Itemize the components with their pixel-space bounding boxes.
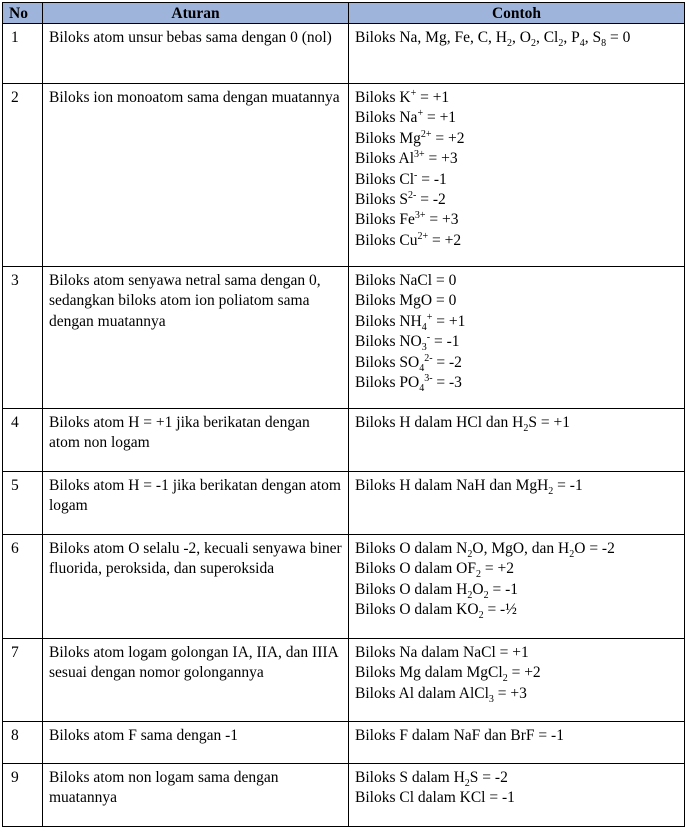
subscript: 4 [419,362,425,374]
example-text: = +3 [425,211,459,229]
rule-text: Biloks atom F sama dengan -1 [43,722,349,764]
example-line [355,312,680,332]
rule-text: Biloks atom non logam sama dengan muatannya [43,764,349,827]
row-number: 9 [3,764,43,827]
subscript: 8 [601,38,607,49]
example-text: = -½ [483,601,517,619]
superscript: 3+ [414,149,425,161]
example-text: S = -2 [469,769,508,786]
example-text: = +2 [431,129,465,147]
subscript: 2 [569,549,575,560]
subscript: 2 [476,569,481,581]
superscript: 3- [424,373,433,385]
example-text: = +1 [423,109,457,127]
subscript: 4 [579,38,585,49]
example-text: Biloks Cu [355,231,418,249]
row-number: 3 [3,267,43,409]
example-line [355,291,680,311]
example-text: = +2 [481,560,514,578]
table-row [3,472,685,535]
example-text: , P [563,29,580,46]
example-text: Biloks Mg [355,129,421,147]
example-text: = +1 [416,89,450,106]
example-text: = -2 [416,191,446,209]
example-line [355,88,680,108]
example-text: Biloks Mg dalam MgCl [355,664,503,682]
example-text: O, MgO, dan H [472,540,570,557]
table-row [3,267,685,409]
subscript: 2 [523,423,529,434]
subscript: 2 [502,673,508,685]
example-text: = +1 [432,312,466,330]
example-text: Biloks Cl [355,170,415,188]
table-row [3,24,685,84]
example-line [355,559,680,579]
example-text: Biloks S [355,191,408,209]
example-line [355,108,680,128]
rule-text: Biloks atom logam golongan IA, IIA, dan IIIA sesuai dengan nomor golongannya [43,639,349,722]
subscript: 4 [421,321,427,333]
table-row [3,409,685,472]
example-text: Biloks NO [355,333,422,351]
subscript: 2 [548,486,554,497]
subscript: 2 [467,549,473,560]
example-text: = -1 [430,333,460,351]
superscript: 2- [407,190,417,202]
subscript: 2 [467,589,473,601]
example-line [355,28,680,48]
example-text: = 0 [606,29,631,46]
superscript: - [414,169,418,181]
example-line [355,353,680,373]
example-cell [349,535,685,639]
example-text: = -1 [488,580,518,598]
example-line [355,788,680,808]
example-text: Biloks S dalam H [355,769,465,786]
header-no: No [3,3,43,24]
superscript: + [410,88,417,99]
example-line [355,768,680,788]
example-text: , Cl [535,29,559,46]
example-line [355,373,680,393]
example-text: Biloks O dalam KO [355,601,479,619]
example-text: Biloks NH [355,312,422,330]
table-row [3,535,685,639]
example-line [355,539,680,559]
example-cell [349,84,685,267]
example-text: Biloks Al [355,150,415,168]
row-number: 8 [3,722,43,764]
biloks-rules-table [2,2,685,827]
example-cell [349,764,685,827]
example-cell [349,409,685,472]
row-number: 6 [3,535,43,639]
example-text: Biloks O dalam OF [355,560,476,578]
superscript: + [417,108,424,120]
row-number: 7 [3,639,43,722]
example-text: = +2 [507,664,541,682]
example-text: = +2 [428,231,462,249]
subscript: 2 [464,778,470,789]
rule-text: Biloks atom O selalu -2, kecuali senyawa biner fluorida, peroksida, dan superoksida [43,535,349,639]
example-text: Biloks NaCl = 0 [355,272,457,289]
rule-text: Biloks atom H = -1 jika berikatan dengan atom logam [43,472,349,535]
rule-text: Biloks atom H = +1 jika berikatan dengan atom non logam [43,409,349,472]
example-line [355,149,680,169]
subscript: 2 [507,38,512,49]
example-cell [349,639,685,722]
example-text: Biloks Cl dalam KCl = -1 [355,789,515,807]
example-text: Biloks Na dalam NaCl = +1 [355,644,529,661]
subscript: 2 [530,38,536,49]
example-text: Biloks Na, Mg, Fe, C, H [355,29,507,46]
row-number: 4 [3,409,43,472]
example-text: = -1 [553,477,583,494]
example-text: Biloks F dalam NaF dan BrF = -1 [355,727,564,744]
example-cell [349,722,685,764]
superscript: 2+ [420,128,432,140]
table-row [3,722,685,764]
row-number: 5 [3,472,43,535]
subscript: 2 [478,610,484,622]
example-line [355,600,680,620]
rule-text: Biloks atom unsur bebas sama dengan 0 (nol) [43,24,349,84]
example-line [355,190,680,210]
example-text: = -2 [432,353,462,371]
subscript: 2 [483,589,489,601]
example-text: Biloks MgO = 0 [355,292,457,310]
subscript: 4 [419,383,425,395]
example-cell [349,472,685,535]
rule-text: Biloks atom senyawa netral sama dengan 0, sedangkan biloks atom ion poliatom sama dengan muatannya [43,267,349,409]
example-text: Biloks O dalam N [355,540,468,557]
header-row [3,3,685,24]
example-text: S = +1 [528,414,570,431]
example-line [355,129,680,149]
table-row [3,764,685,827]
example-text: = -3 [432,374,462,392]
example-line [355,231,680,251]
example-text: Biloks SO [355,353,420,371]
example-line [355,476,680,496]
example-cell [349,24,685,84]
superscript: - [426,332,431,344]
example-text: Biloks K [355,89,411,106]
rule-text: Biloks ion monoatom sama dengan muatannya [43,84,349,267]
superscript: 3+ [414,210,426,222]
example-cell [349,267,685,409]
example-text: , S [584,29,602,46]
example-text: Biloks O dalam H [355,580,468,598]
example-line [355,643,680,663]
header-aturan: Aturan [43,3,349,24]
subscript: 3 [421,342,427,354]
example-text: , O [512,29,531,46]
example-line [355,332,680,352]
example-line [355,170,680,190]
superscript: 2- [424,352,433,364]
header-contoh: Contoh [349,3,685,24]
example-text: Biloks H dalam HCl dan H [355,414,524,431]
example-line [355,210,680,230]
table-row [3,84,685,267]
example-text: O = -2 [574,540,615,557]
example-text: Biloks Na [355,109,418,127]
subscript: 2 [558,38,564,49]
example-text: Biloks Al dalam AlCl [355,684,489,702]
example-line [355,684,680,704]
row-number: 1 [3,24,43,84]
table-row [3,639,685,722]
example-text: O [472,580,484,598]
example-line [355,663,680,683]
row-number: 2 [3,84,43,267]
example-line [355,580,680,600]
subscript: 3 [488,693,494,705]
example-line [355,726,680,746]
superscript: + [426,311,433,323]
example-text: = -1 [417,170,447,188]
example-line [355,271,680,291]
example-text: Biloks H dalam NaH dan MgH [355,477,549,494]
example-line [355,413,680,433]
example-text: Biloks Fe [355,211,415,229]
example-text: = +3 [424,150,458,168]
example-text: Biloks PO [355,374,420,392]
superscript: 2+ [417,230,429,242]
example-text: = +3 [493,684,527,702]
